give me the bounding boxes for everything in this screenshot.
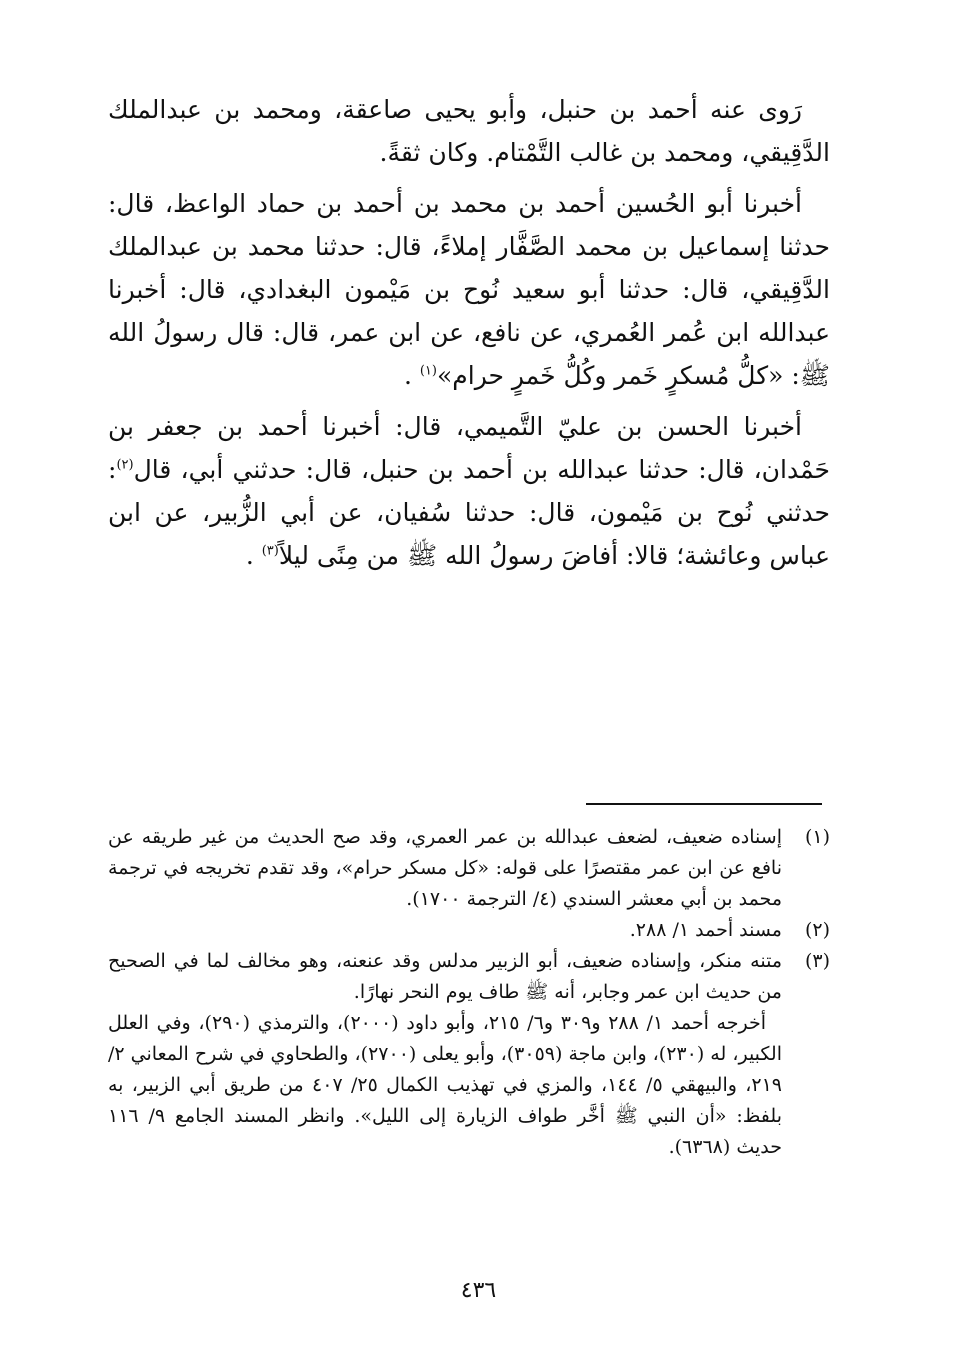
footnote-3	[108, 946, 830, 1163]
paragraph-2-text: أخبرنا أبو الحُسين أحمد بن محمد بن أحمد بن حماد الواعظ، قال: حدثنا إسماعيل بن محمد الصَّفَّار إملاءً، قال: حدثنا محمد بن عبدالملك الدَّقِيقي، قال: حدثنا أبو سعيد نُوح بن مَيْمون البغدادي، قال: أخبرنا عبدالله ابن عُمر العُمري، عن نافع، عن ابن عمر، قال: قال رسولُ الله ﷺ: «كلُّ مُسكرٍ خَمر وكُلُّ خَمرٍ حرام»	[108, 189, 830, 390]
page-number: ٤٣٦	[460, 1278, 497, 1303]
footnote-text: متنه منكر، وإسناده ضعيف، أبو الزبير مدلس وقد عنعنه، وهو مخالف لما في الصحيح من حديث ابن عمر وجابر، أنه ﷺ طاف يوم النحر نهارًا.	[108, 950, 782, 1003]
footnote-number: (١)	[804, 826, 830, 848]
paragraph-2	[108, 182, 830, 397]
paragraph-3-end: .	[245, 541, 254, 570]
footnotes	[108, 822, 830, 1163]
footnote-separator	[586, 803, 822, 805]
paragraph-3	[108, 405, 830, 577]
footnote-2	[108, 915, 830, 946]
footnote-text-continued: أخرجه أحمد ١/ ٢٨٨ و٣٠٩ و٦/ ٢١٥، وأبو داود (٢٠٠٠)، والترمذي (٢٩٠)، وفي العلل الكبير، له (٢٣٠)، وابن ماجة (٣٠٥٩)، وأبو يعلى (٢٧٠٠)، والطحاوي في شرح المعاني ٢/ ٢١٩، والبيهقي ٥/ ١٤٤، والمزي في تهذيب الكمال ٢٥/ ٤٠٧ من طريق أبي الزبير، به بلفظ: «أن النبي ﷺ أخَّر طواف الزيارة إلى الليل». وانظر المسند الجامع ٩/ ١١٦ حديث (٦٣٦٨).	[108, 1012, 782, 1158]
footnote-text: مسند أحمد ١/ ٢٨٨.	[629, 919, 782, 941]
footnote-1	[108, 822, 830, 915]
paragraph-3-text-b: : حدثني نُوح بن مَيْمون، قال: حدثنا سُفيان، عن أبي الزُّبير، عن ابن عباس وعائشة؛ قالا: أفاضَ رسولُ الله ﷺ من مِنًى ليلاً	[108, 455, 830, 570]
footnote-number: (٢)	[804, 919, 830, 941]
footnote-ref-3[interactable]: (٣)	[261, 543, 279, 559]
footnote-ref-2[interactable]: (٢)	[116, 457, 134, 473]
paragraph-3-text-a: أخبرنا الحسن بن عليّ التَّميمي، قال: أخبرنا أحمد بن جعفر بن حَمْدان، قال: حدثنا عبدالله بن أحمد بن حنبل، قال: حدثني أبي، قال	[108, 412, 830, 484]
footnote-body	[108, 946, 782, 1163]
footnote-number: (٣)	[804, 950, 830, 972]
paragraph-1	[108, 88, 830, 174]
paragraph-2-end: .	[403, 361, 412, 390]
footnote-text: إسناده ضعيف، لضعف عبدالله بن عمر العمري، وقد صح الحديث من غير طريقه عن نافع عن ابن عمر مقتصرًا على قوله: «كل مسكر حرام»، وقد تقدم تخريجه في ترجمة محمد بن أبي معشر السندي (٤/ الترجمة ١٧٠٠).	[108, 826, 782, 910]
main-text	[108, 88, 830, 577]
footnote-ref-1[interactable]: (١)	[419, 363, 437, 379]
paragraph-1-text: رَوى عنه أحمد بن حنبل، وأبو يحيى صاعقة، ومحمد بن عبدالملك الدَّقِيقي، ومحمد بن غالب التَّمْتام. وكان ثقةً.	[108, 95, 830, 167]
